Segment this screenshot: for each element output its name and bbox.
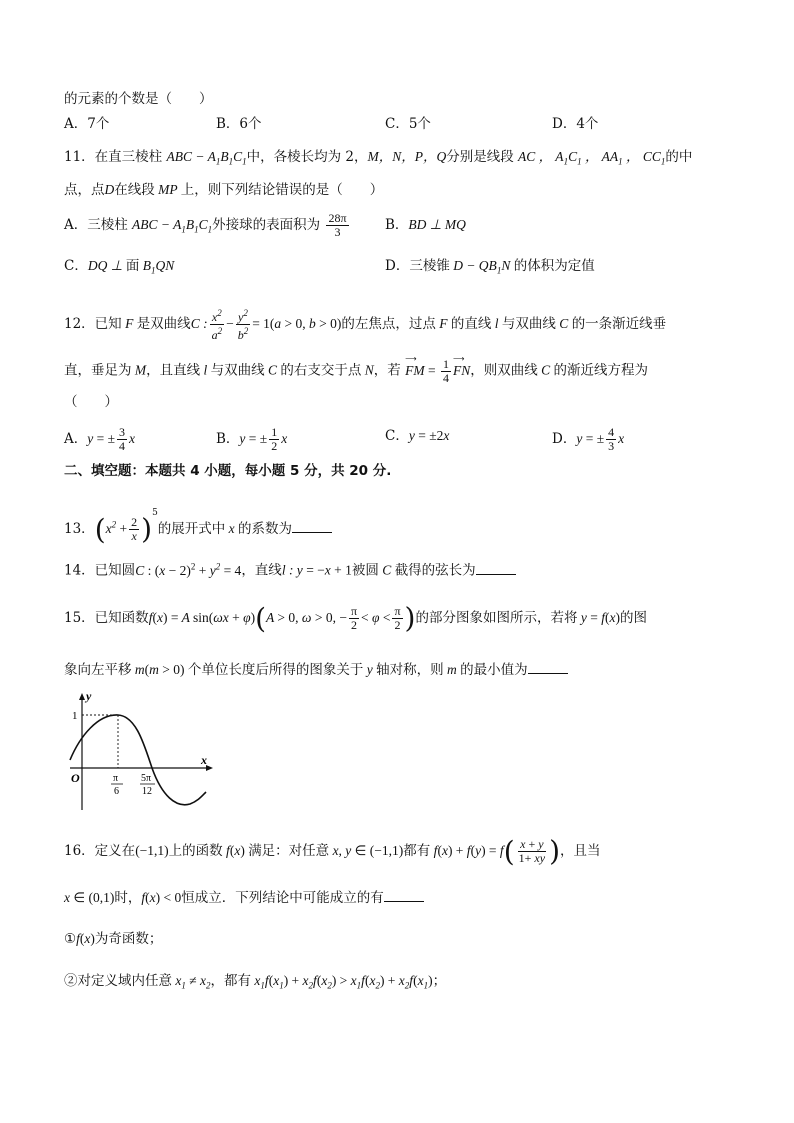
q11-prefix: 11．在直三棱柱 <box>64 149 163 165</box>
q11-option-c-label: C． <box>64 258 88 274</box>
q12-f: F <box>121 316 137 331</box>
q14-text-c: 被圆 <box>351 562 379 579</box>
q13-answer-blank[interactable] <box>292 520 332 533</box>
q13-frac: $\frac{2}{x}$ <box>131 515 138 543</box>
q12-option-a: A．y = ± $\frac{3}{4}$ x <box>64 425 136 453</box>
q12-condition: = 1(a > 0, b > 0) <box>252 316 342 331</box>
q12-option-b: B．y = ± $\frac{1}{2}$ x <box>216 425 288 453</box>
q16-text-e: ，且当 <box>560 843 601 859</box>
q12-line2-e: ，若 <box>373 362 401 379</box>
q12-option-d-frac: $\frac{4}{3}$ <box>608 425 615 453</box>
q12-option-a-frac: $\frac{3}{4}$ <box>119 425 126 453</box>
q11-point-d: D <box>104 182 115 197</box>
q15-line2-c: 轴对称，则 <box>376 662 444 678</box>
q12-frac-y: $\frac{y^2}{b^2}$ <box>237 308 249 342</box>
q11-prism-formula: ABC − $A_1B_1C_1$ <box>166 149 247 167</box>
q15-line2-b: 个单位长度后所得的图象关于 <box>187 662 364 678</box>
q12-c: 的左焦点，过点 <box>341 316 436 332</box>
q15-line2-d: 的最小值为 <box>460 662 528 678</box>
q15-line2-a: 象向左平移 <box>64 662 132 678</box>
q14-line-eq: l : y = −x + 1 <box>281 562 352 578</box>
q15-text-b: 的部分图象如图所示，若将 <box>415 610 578 626</box>
q15-answer-blank[interactable] <box>528 661 568 674</box>
q11-line2-c: 上，则下列结论错误的是（ ） <box>180 182 384 198</box>
q16-item2-text-a: ②对定义域内任意 <box>64 973 172 989</box>
q12-hyperbola: C : <box>190 316 208 331</box>
q12-line2-d: 的右支交于点 <box>280 362 362 379</box>
x-axis-label: x <box>201 753 207 767</box>
x-tick-pi6-den: 6 <box>114 786 119 797</box>
q11-option-a-formula: ABC − $A_1B_1C_1$ <box>132 217 213 235</box>
q16-fx-neg: f(x) < 0 <box>141 890 182 905</box>
q15-line2: 象向左平移 m(m > 0) 个单位长度后所得的图象关于 y 轴对称，则 m 的最小值为 <box>64 660 568 680</box>
x-axis-arrow <box>206 765 213 771</box>
q12-f-text: 的一条渐近线垂 <box>571 316 667 332</box>
q12-line2 <box>64 353 648 385</box>
q16-item1 <box>64 929 162 949</box>
q11-segment-mp: MP <box>154 182 181 197</box>
q12-prefix: 12．已知 <box>64 316 122 332</box>
q10-option-c: C．5个 <box>385 116 431 132</box>
q11-frac-num: 28π <box>328 211 347 225</box>
q12-c4: C <box>537 362 554 378</box>
q15-text-c: 的图 <box>619 610 647 626</box>
q16-equation: f(x) + f(y) = f( <box>430 834 515 868</box>
q11-line2-b: 在线段 <box>114 182 155 198</box>
y-axis-label: y <box>86 689 92 703</box>
q16-xy-domain: x, y ∈ (−1,1) <box>329 843 404 858</box>
x-tick-pi6-num: π <box>113 773 119 784</box>
q12-l2: l <box>200 362 211 378</box>
q14-circle: C : $(x - 2)^2 + y^2 = 4$ <box>135 561 242 578</box>
q11-line1 <box>64 147 692 172</box>
q12-option-c-label: C． <box>385 428 409 444</box>
q11-end: 的中 <box>665 149 693 165</box>
q16-item2-text-c: ； <box>432 973 447 989</box>
q11-option-b-formula: BD ⊥ MQ <box>408 217 466 232</box>
q15-text-a: 15．已知函数 <box>64 610 149 626</box>
q12-e: 与双曲线 <box>501 316 556 332</box>
q15-yfx: y = f(x) <box>577 610 620 625</box>
q12-line2-a: 直，垂足为 <box>64 362 132 379</box>
q12-option-c-formula: y = ±2x <box>408 428 450 443</box>
q12-vector-eq: FM ⟶ = $\frac{1}{4}$ FN ⟶ <box>405 353 471 385</box>
q16-line2 <box>64 888 424 908</box>
q15-function: f(x) = A sin(ωx + φ)(A > 0, ω > 0, − <box>148 601 347 635</box>
section-title: 二、填空题：本题共 4 小题，每小题 5 分，共 20 分. <box>64 463 392 479</box>
q13-text2: 的系数为 <box>238 521 293 537</box>
q16-domain: (−1,1) <box>135 843 169 858</box>
q11-points-text: 分别是线段 <box>446 149 514 165</box>
q16-x-interval: x ∈ (0,1) <box>64 890 115 905</box>
q16-item1-marker: ① <box>64 931 77 947</box>
q16-text-b: 上的函数 <box>168 843 223 859</box>
q12-m: M <box>131 362 147 378</box>
q16-text-c: 满足：对任意 <box>248 843 330 859</box>
q11-line2-a: 点，点 <box>64 182 105 198</box>
q12-option-c <box>385 426 449 446</box>
q16-item2 <box>64 971 446 996</box>
q12-option-b-frac: $\frac{1}{2}$ <box>271 425 278 453</box>
q14-text-a: 14．已知圆 <box>64 562 136 579</box>
q11-option-d-formula: $D - QB_1N$ <box>449 258 514 276</box>
q16-item2-text-b: ，都有 <box>210 973 252 989</box>
y-axis-arrow <box>79 693 85 700</box>
q12-l: l <box>491 316 502 331</box>
q10-option-b: B．6个 <box>216 116 262 132</box>
q12-line2-f: ，则双曲线 <box>470 362 538 379</box>
q16-line2-b: 恒成立．下列结论中可能成立的有 <box>181 890 384 906</box>
q12-paren: （ ） <box>64 394 118 410</box>
q12-line1: 12．已知 F 是双曲线C : $\frac{x^2}{a^2}$ − $\frac{y^2}{b^2}$ = 1(a > 0, b > 0)的左焦点，过点 F 的直线 l 与双曲线 C 的一条渐近线垂 <box>64 308 667 342</box>
q16-text-d: 都有 <box>403 843 431 859</box>
q11-frac-den: 3 <box>334 225 341 239</box>
q11-option-a <box>64 212 351 240</box>
x-tick-5pi12-den: 12 <box>142 786 152 797</box>
q12-option-d-formula: y = ± <box>576 431 605 446</box>
q16-item2-ineq: $x_1f(x_1) + x_2f(x_2) > x_1f(x_2) + x_2f(x_1)$ <box>251 973 433 991</box>
q16-frac: $\frac{x + y}{1+ xy}$ <box>518 837 546 865</box>
q12-b: 是双曲线 <box>136 316 191 332</box>
sine-curve <box>70 715 206 805</box>
q12-option-b-label: B． <box>216 431 240 447</box>
q15-line1: 15．已知函数f(x) = A sin(ωx + φ)(A > 0, ω > 0, − $\frac{\pi}{2}$ < φ < $\frac{\pi}{2}$ )的部分图象如图所示，若将 y = f(x)的图 <box>64 601 647 635</box>
q11-option-a-text: A．三棱柱 <box>64 217 128 233</box>
q12-option-b-formula: y = ± <box>239 431 268 446</box>
q11-option-a-fraction <box>326 212 348 239</box>
q12-line2-b: ，且直线 <box>146 362 201 379</box>
q15-m-cond: m(m > 0) <box>131 662 185 677</box>
q11-option-d <box>385 256 595 281</box>
q11-line2 <box>64 180 383 200</box>
q11-option-d-label: D．三棱锥 <box>385 258 450 274</box>
q12-frac-x: $\frac{x^2}{a^2}$ <box>211 308 223 342</box>
y-tick-1: 1 <box>72 710 78 722</box>
q10-option-d: D．4个 <box>552 116 599 132</box>
x-tick-5pi12-num: 5π <box>141 773 152 784</box>
q12-line2-c: 与双曲线 <box>210 362 265 379</box>
q12-option-a-label: A． <box>64 431 88 447</box>
q12-option-d: D．y = ± $\frac{4}{3}$ x <box>552 425 625 453</box>
q16-item2-cond: $x_1 \ne x_2$ <box>172 973 211 991</box>
q11-option-d-text: 的体积为定值 <box>513 258 595 274</box>
q10-tail-text: 的元素的个数是（ ） <box>64 91 213 107</box>
q12-c2: C <box>555 316 572 331</box>
q14-line: 14．已知圆C : $(x - 2)^2 + y^2 = 4$，直线l : y = −x + 1被圆 C 截得的弦长为 <box>64 556 516 581</box>
sine-graph <box>62 688 218 816</box>
q12-option-d-label: D． <box>552 431 577 447</box>
q16-answer-blank[interactable] <box>384 889 424 902</box>
q12-option-a-formula: y = ± <box>87 431 116 446</box>
q13-binomial: ($x^2$ + <box>94 512 128 546</box>
q16-text-a: 16．定义在 <box>64 843 136 859</box>
q12-line2-g: 的渐近线方程为 <box>553 362 648 379</box>
q11-option-c-text: 面 <box>125 258 140 274</box>
q12-n: N <box>361 362 374 378</box>
q11-option-c <box>64 256 174 281</box>
q13-text: 的展开式中 <box>157 521 226 537</box>
origin-label: O <box>71 771 80 785</box>
q11-option-b <box>385 215 466 235</box>
q11-option-a-text2: 外接球的表面积为 <box>212 217 321 233</box>
q14-answer-blank[interactable] <box>476 562 516 575</box>
q10-option-a: A．7个 <box>64 116 110 132</box>
q16-item1-fx: f(x) <box>76 931 95 946</box>
q14-text-b: ，直线 <box>241 562 282 579</box>
q16-fx: f(x) <box>222 843 245 858</box>
q16-item1-text: 为奇函数； <box>94 931 163 947</box>
q11-mid: 中，各棱长均为 2， <box>246 149 368 165</box>
q11-option-c-formula1: DQ ⊥ <box>87 258 126 273</box>
q14-text-d: 截得的弦长为 <box>394 562 476 579</box>
q12-f2: F <box>435 316 451 331</box>
q11-segments-formula: AC ， $A_1C_1$ ， $AA_1$ ， $CC_1$ <box>518 149 666 167</box>
q13-number: 13． <box>64 521 95 537</box>
q11-option-c-formula2: $B_1QN$ <box>139 258 175 276</box>
q16-line2-a: 时， <box>114 890 142 906</box>
q12-d: 的直线 <box>450 316 492 332</box>
q16-line1: 16．定义在(−1,1)上的函数 f(x) 满足：对任意 x, y ∈ (−1,1)都有 f(x) + f(y) = f( $\frac{x + y}{1+ xy}$ )，且当 <box>64 834 601 868</box>
q11-option-b-label: B． <box>385 217 409 233</box>
q13-line: 13．($x^2$ + $\frac{2}{x}$ )$^5$的展开式中 x 的系数为 <box>64 503 332 543</box>
q11-points-formula: M，N，P，Q <box>367 149 447 164</box>
q12-c3: C <box>264 362 281 378</box>
